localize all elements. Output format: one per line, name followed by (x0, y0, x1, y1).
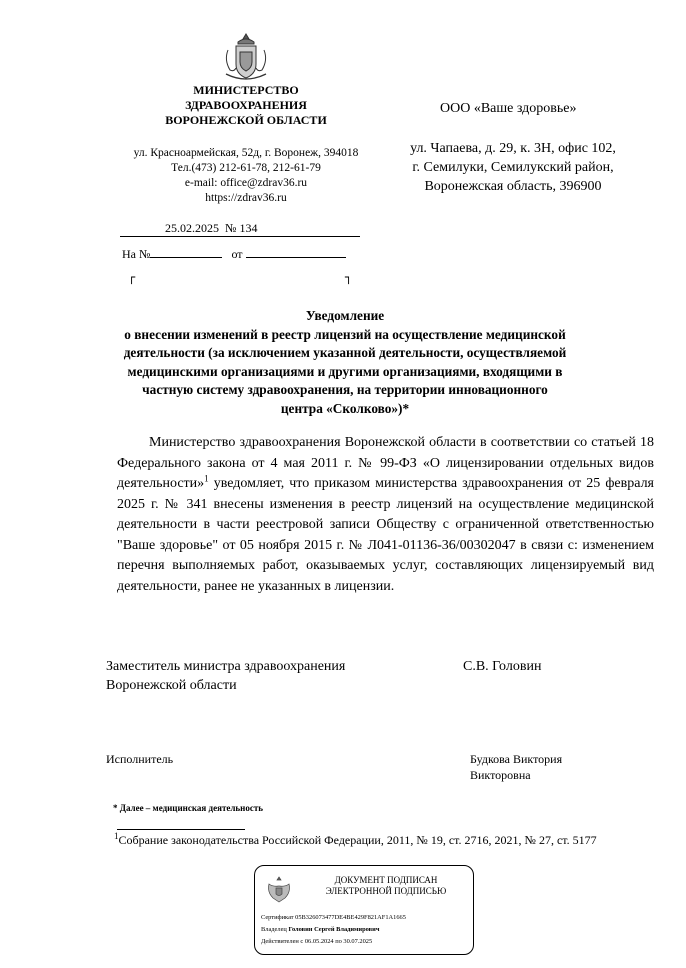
reference-line (122, 245, 362, 262)
date-number: 25.02.2025 № 134 (165, 221, 258, 235)
footnote-reference: 1 (204, 473, 209, 484)
email-line[interactable]: e-mail: office@zdrav36.ru (184, 177, 308, 189)
corner-right-mark: ┐ (345, 270, 353, 284)
footnote-text (114, 832, 654, 848)
state-emblem-icon (263, 874, 295, 906)
website-line[interactable]: https://zdrav36.ru (205, 192, 287, 204)
footnote-mark: 1 (114, 831, 119, 841)
ministry-name (110, 83, 382, 128)
executor-label: Исполнитель (106, 752, 174, 766)
stamp-validity: Действителен с 06.05.2024 по 30.07.2025 (261, 938, 373, 945)
stamp-owner (261, 926, 379, 934)
footnote-body: Собрание законодательства Российской Федерации, 2011, № 19, ст. 2716, 2021, № 27, ст. 5177 (118, 833, 597, 847)
stamp-certificate (261, 914, 406, 922)
executor-name-line: Будкова Виктория (470, 752, 563, 766)
address-line: Тел.(473) 212-61-78, 212-61-79 (171, 162, 321, 174)
owner-value: Головин Сергей Владимирович (288, 926, 380, 933)
ref-date-blank (246, 245, 346, 258)
owner-label: Владелец (261, 926, 287, 933)
address-line: ул. Красноармейская, 52д, г. Воронеж, 394018 (133, 147, 359, 159)
star-footnote: * Далее – медицинская деятельность (113, 803, 264, 813)
signer-position-line: Воронежской области (106, 678, 237, 693)
date-number-line (120, 220, 360, 237)
stamp-title-line: ЭЛЕКТРОННОЙ ПОДПИСЬЮ (325, 886, 447, 896)
title-subject-line: о внесении изменений в реестр лицензий на осуществление медицинской (124, 326, 566, 342)
corner-left-mark: ┌ (128, 270, 136, 284)
title-subject-line: центра «Сколково»)* (280, 400, 410, 416)
stamp-title (303, 875, 469, 897)
ministry-line: ВОРОНЕЖСКОЙ ОБЛАСТИ (165, 113, 327, 127)
title-subject-line: частную систему здравоохранения, на территории инновационного (142, 382, 548, 397)
body-paragraph (117, 433, 654, 597)
digital-signature-stamp (254, 865, 474, 955)
footnote-separator (117, 829, 245, 830)
recipient-name: ООО «Ваше здоровье» (440, 101, 577, 116)
title-heading: Уведомление (305, 308, 385, 323)
coat-of-arms-icon (218, 30, 274, 86)
ref-prefix: На № (122, 247, 151, 261)
executor-name-line: Викторовна (470, 768, 531, 782)
stamp-title-line: ДОКУМЕНТ ПОДПИСАН (334, 875, 438, 885)
ministry-line: МИНИСТЕРСТВО (193, 83, 299, 97)
ministry-line: ЗДРАВООХРАНЕНИЯ (185, 98, 307, 112)
ref-from: от (231, 247, 243, 261)
ref-number-blank (150, 245, 222, 258)
signer-name: С.В. Головин (463, 659, 542, 674)
recipient-address-line: Воронежская область, 396900 (424, 179, 602, 194)
signer-position-line: Заместитель министра здравоохранения (106, 659, 346, 674)
title-subject-line: медицинскими организациями и другими организациями, входящими в (127, 363, 563, 379)
recipient-address (393, 139, 633, 196)
recipient-address-line: г. Семилуки, Семилукский район, (412, 160, 614, 175)
body-text-part2: уведомляет, что приказом министерства здравоохранения от 25 февраля 2025 г. № 341 внесены изменения в реестр лицензий на осуществление медицинской деятельности в части реестровой записи Обществу с ограниченной ответственностью "Ваше здоровье" от 05 ноября 2015 г. № Л041-01136-36/00302047 в связи с: изменением перечня выполняемых работ, оказываемых услуг, составляющих лицензируемый вид деятельности, ранее не указанных в лицензии. (117, 476, 654, 594)
certificate-label: Сертификат (261, 914, 294, 921)
body-text-part1: Министерство здравоохранения Воронежской области в соответствии со статьей 18 Федерального закона от 4 мая 2011 г. № 99-ФЗ «О лицензировании отдельных видов деятельности» (117, 435, 654, 491)
recipient-address-line: ул. Чапаева, д. 29, к. 3Н, офис 102, (410, 141, 616, 156)
title-subject-line: деятельности (за исключением указанной деятельности, осуществляемой (123, 345, 567, 360)
certificate-value: 05B326073477DE4BE429F821AF1A1665 (295, 914, 406, 921)
executor-name (470, 751, 630, 783)
ministry-address (110, 146, 382, 206)
document-title (110, 307, 580, 418)
signer-position (106, 657, 406, 695)
